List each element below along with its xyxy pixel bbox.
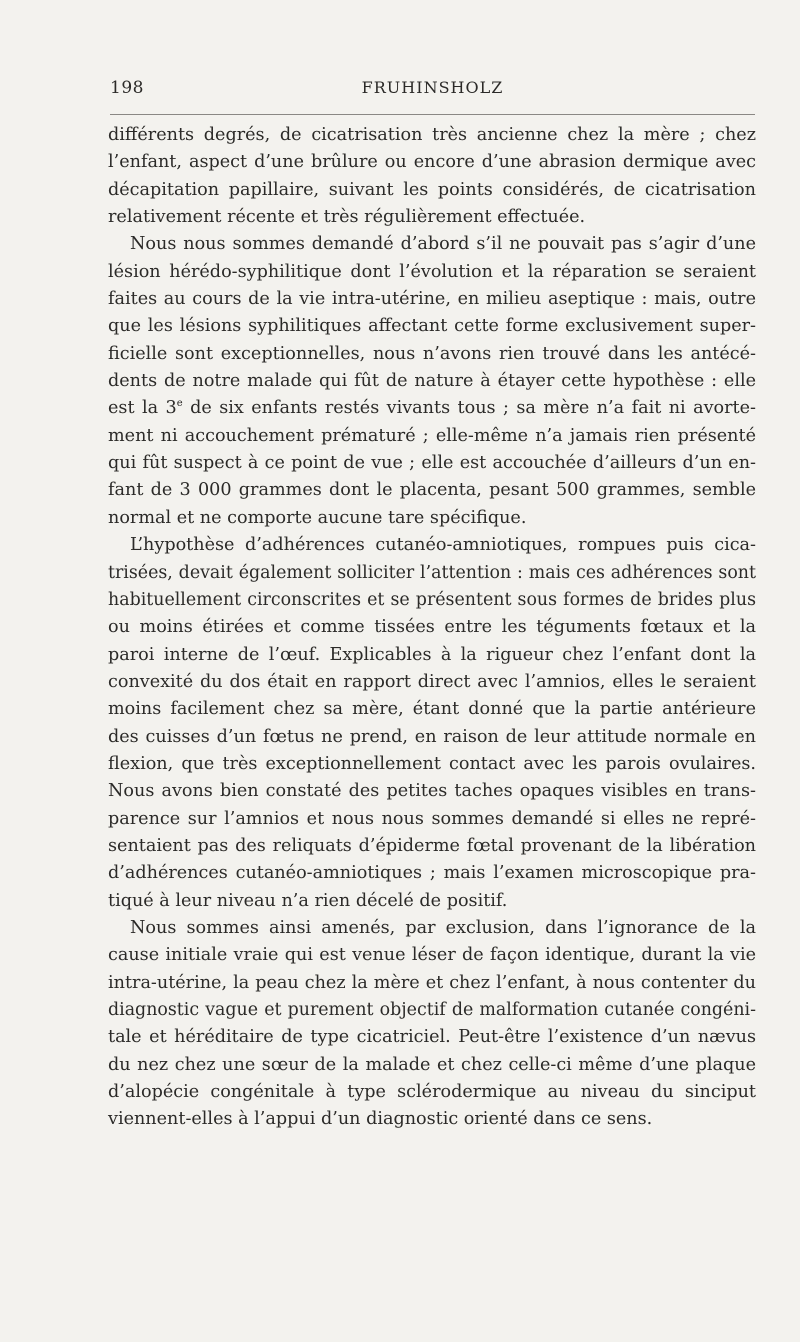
text-line: viennent-elles à l’appui d’un diagnostic orienté dans ce sens.	[108, 1109, 653, 1130]
text-line: cause initiale vraie qui est venue léser de façon identique, durant la vie	[108, 945, 756, 966]
body-text	[108, 122, 756, 1134]
text-line: diagnostic vague et purement objectif de malformation cutanée congéni-	[108, 1000, 756, 1020]
text-line: normal et ne comporte aucune tare spécifique.	[108, 507, 527, 528]
text-line: qui fût suspect à ce point de vue ; elle est accouchée d’ailleurs d’un en-	[108, 453, 756, 474]
header-rule	[110, 114, 755, 115]
text-line: habituellement circonscrites et se présentent sous formes de brides plus	[108, 589, 756, 610]
text-line: L’hypothèse d’adhérences cutanéo-amniotiques, rompues puis cica-	[130, 535, 756, 556]
text-line: Nous avons bien constaté des petites taches opaques visibles en trans-	[108, 781, 756, 802]
paragraph	[108, 532, 756, 915]
text-line: lésion hérédo-syphilitique dont l’évolution et la réparation se seraient	[108, 261, 756, 282]
text-line: ficielle sont exceptionnelles, nous n’avons rien trouvé dans les antécé-	[108, 343, 756, 364]
running-head: FRUHINSHOLZ	[361, 78, 504, 97]
text-line: tale et héréditaire de type cicatriciel. Peut-être l’existence d’un nævus	[108, 1027, 756, 1048]
paragraph	[108, 231, 756, 532]
text-line: relativement récente et très régulièrement effectuée.	[108, 207, 586, 228]
text-line: différents degrés, de cicatrisation très ancienne chez la mère ; chez	[108, 125, 756, 145]
text-line: sentaient pas des reliquats d’épiderme fœtal provenant de la libération	[108, 835, 756, 856]
text-line: dents de notre malade qui fût de nature à étayer cette hypothèse : elle	[108, 371, 756, 392]
text-line: trisées, devait également solliciter l’attention : mais ces adhérences sont	[108, 562, 756, 583]
page-number: 198	[110, 78, 144, 98]
text-line: fant de 3 000 grammes dont le placenta, pesant 500 grammes, semble	[108, 480, 756, 501]
page-header	[110, 78, 755, 102]
ordinal-superscript: e	[176, 398, 183, 410]
text-line: l’enfant, aspect d’une brûlure ou encore d’une abrasion dermique avec	[108, 152, 756, 173]
text-line: des cuisses d’un fœtus ne prend, en raison de leur attitude normale en	[108, 726, 756, 747]
text-line: d’adhérences cutanéo-amniotiques ; mais l’examen microscopique pra-	[108, 863, 756, 884]
text-line: est la 3e de six enfants restés vivants tous ; sa mère n’a fait ni avorte-	[108, 398, 756, 419]
paragraph	[108, 122, 756, 231]
text-line: ou moins étirées et comme tissées entre les téguments fœtaux et la	[108, 617, 756, 638]
text-line: du nez chez une sœur de la malade et chez celle-ci même d’une plaque	[108, 1054, 756, 1075]
text-line: flexion, que très exceptionnellement contact avec les parois ovulaires.	[108, 753, 756, 774]
text-line: Nous sommes ainsi amenés, par exclusion, dans l’ignorance de la	[130, 917, 756, 938]
text-line: ment ni accouchement prématuré ; elle-même n’a jamais rien présenté	[108, 425, 756, 446]
paragraph	[108, 915, 756, 1134]
text-line: parence sur l’amnios et nous nous sommes demandé si elles ne repré-	[108, 808, 756, 829]
text-line: faites au cours de la vie intra-utérine, en milieu aseptique : mais, outre	[108, 289, 756, 310]
text-line: d’alopécie congénitale à type sclérodermique au niveau du sinciput	[108, 1082, 756, 1103]
text-line: Nous nous sommes demandé d’abord s’il ne pouvait pas s’agir d’une	[130, 234, 756, 255]
text-line: décapitation papillaire, suivant les points considérés, de cicatrisation	[108, 179, 756, 200]
text-line: paroi interne de l’œuf. Explicables à la rigueur chez l’enfant dont la	[108, 644, 756, 665]
text-line: moins facilement chez sa mère, étant donné que la partie antérieure	[108, 699, 756, 720]
text-line: tiqué à leur niveau n’a rien décelé de positif.	[108, 890, 508, 911]
text-line: que les lésions syphilitiques affectant cette forme exclusivement super-	[108, 316, 756, 337]
text-line: convexité du dos était en rapport direct avec l’amnios, elles le seraient	[108, 671, 756, 692]
text-line: intra-utérine, la peau chez la mère et chez l’enfant, à nous contenter du	[108, 972, 756, 993]
